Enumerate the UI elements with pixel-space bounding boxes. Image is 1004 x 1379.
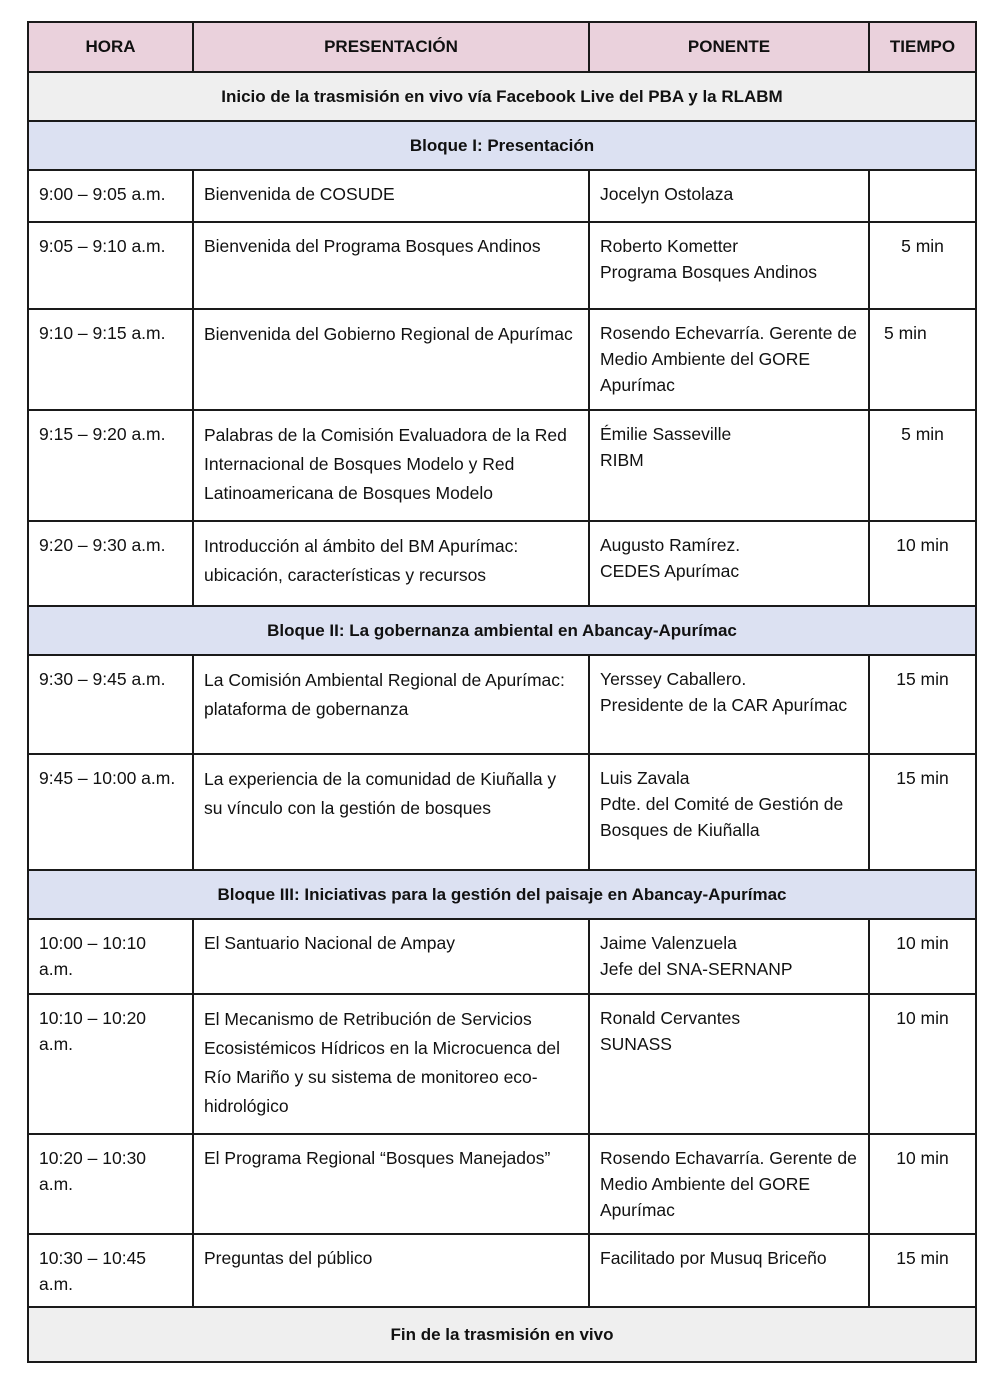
header-row xyxy=(28,22,976,72)
hora-cell: 9:15 – 9:20 a.m. xyxy=(28,410,193,521)
ponente-line: Facilitado por Musuq Briceño xyxy=(600,1248,827,1268)
tiempo-cell: 15 min xyxy=(869,655,976,754)
tiempo-cell: 10 min xyxy=(869,1134,976,1234)
ponente-line: Augusto Ramírez. xyxy=(600,535,741,555)
ponente-line: Ronald Cervantes xyxy=(600,1008,741,1028)
presentacion-cell: Bienvenida del Programa Bosques Andinos xyxy=(193,222,589,309)
ponente-line: Yerssey Caballero. xyxy=(600,669,747,689)
tiempo-cell: 10 min xyxy=(869,919,976,994)
tiempo-cell: 10 min xyxy=(869,994,976,1134)
table-row xyxy=(28,222,976,309)
tiempo-cell: 5 min xyxy=(869,309,976,410)
ponente-line: Presidente de la CAR Apurímac xyxy=(600,695,848,715)
tiempo-cell: 15 min xyxy=(869,1234,976,1307)
table-row xyxy=(28,919,976,994)
ponente-cell xyxy=(589,1134,869,1234)
hora-cell: 9:00 – 9:05 a.m. xyxy=(28,170,193,222)
hora-cell: 9:30 – 9:45 a.m. xyxy=(28,655,193,754)
ponente-line: Luis Zavala xyxy=(600,768,690,788)
ponente-line: Rosendo Echevarría. Gerente de Medio Ambiente del GORE Apurímac xyxy=(600,323,857,395)
presentacion-cell: La experiencia de la comunidad de Kiuñalla y su vínculo con la gestión de bosques xyxy=(193,754,589,870)
ponente-line: Pdte. del Comité de Gestión de Bosques de Kiuñalla xyxy=(600,794,844,840)
bloque-3-heading: Bloque III: Iniciativas para la gestión del paisaje en Abancay-Apurímac xyxy=(28,870,976,919)
table-row xyxy=(28,655,976,754)
bloque-1-heading: Bloque I: Presentación xyxy=(28,121,976,170)
hora-cell: 10:10 – 10:20 a.m. xyxy=(28,994,193,1134)
tiempo-cell: 15 min xyxy=(869,754,976,870)
ponente-line: RIBM xyxy=(600,450,644,470)
table-row xyxy=(28,170,976,222)
hora-cell: 10:20 – 10:30 a.m. xyxy=(28,1134,193,1234)
section-row xyxy=(28,606,976,655)
ponente-line: Jefe del SNA-SERNANP xyxy=(600,959,793,979)
hora-cell: 10:30 – 10:45 a.m. xyxy=(28,1234,193,1307)
header-tiempo: TIEMPO xyxy=(869,22,976,72)
inicio-banner: Inicio de la trasmisión en vivo vía Facebook Live del PBA y la RLABM xyxy=(28,72,976,121)
header-presentacion: PRESENTACIÓN xyxy=(193,22,589,72)
ponente-line: Programa Bosques Andinos xyxy=(600,262,817,282)
table-row xyxy=(28,994,976,1134)
ponente-line: Rosendo Echavarría. Gerente de Medio Ambiente del GORE Apurímac xyxy=(600,1148,857,1220)
ponente-cell xyxy=(589,754,869,870)
header-hora: HORA xyxy=(28,22,193,72)
banner-row xyxy=(28,72,976,121)
ponente-line: Jocelyn Ostolaza xyxy=(600,184,734,204)
presentacion-cell: Introducción al ámbito del BM Apurímac: ubicación, características y recursos xyxy=(193,521,589,606)
presentacion-cell: Preguntas del público xyxy=(193,1234,589,1307)
section-row xyxy=(28,121,976,170)
ponente-cell xyxy=(589,994,869,1134)
tiempo-cell: 5 min xyxy=(869,410,976,521)
ponente-cell xyxy=(589,222,869,309)
tiempo-cell: 5 min xyxy=(869,222,976,309)
presentacion-cell: La Comisión Ambiental Regional de Apurímac: plataforma de gobernanza xyxy=(193,655,589,754)
presentacion-cell: El Mecanismo de Retribución de Servicios Ecosistémicos Hídricos en la Microcuenca del Río Mariño y su sistema de monitoreo eco-hidrológico xyxy=(193,994,589,1134)
hora-cell: 9:20 – 9:30 a.m. xyxy=(28,521,193,606)
ponente-line: SUNASS xyxy=(600,1034,672,1054)
ponente-line: CEDES Apurímac xyxy=(600,561,740,581)
table-row xyxy=(28,309,976,410)
hora-cell: 9:45 – 10:00 a.m. xyxy=(28,754,193,870)
table-row xyxy=(28,521,976,606)
ponente-cell xyxy=(589,410,869,521)
ponente-line: Roberto Kometter xyxy=(600,236,739,256)
presentacion-cell: El Programa Regional “Bosques Manejados” xyxy=(193,1134,589,1234)
agenda-table xyxy=(27,21,977,1363)
tiempo-cell xyxy=(869,170,976,222)
table-row xyxy=(28,1134,976,1234)
ponente-cell xyxy=(589,1234,869,1307)
tiempo-cell: 10 min xyxy=(869,521,976,606)
presentacion-cell: Palabras de la Comisión Evaluadora de la Red Internacional de Bosques Modelo y Red Latinoamericana de Bosques Modelo xyxy=(193,410,589,521)
table-row xyxy=(28,1234,976,1307)
table-row xyxy=(28,754,976,870)
ponente-line: Émilie Sasseville xyxy=(600,424,732,444)
table-row xyxy=(28,410,976,521)
presentacion-cell: El Santuario Nacional de Ampay xyxy=(193,919,589,994)
ponente-cell xyxy=(589,521,869,606)
hora-cell: 9:10 – 9:15 a.m. xyxy=(28,309,193,410)
header-ponente: PONENTE xyxy=(589,22,869,72)
hora-cell: 9:05 – 9:10 a.m. xyxy=(28,222,193,309)
banner-row xyxy=(28,1307,976,1362)
presentacion-cell: Bienvenida del Gobierno Regional de Apurímac xyxy=(193,309,589,410)
ponente-cell xyxy=(589,170,869,222)
presentacion-cell: Bienvenida de COSUDE xyxy=(193,170,589,222)
section-row xyxy=(28,870,976,919)
fin-banner: Fin de la trasmisión en vivo xyxy=(28,1307,976,1362)
ponente-cell xyxy=(589,655,869,754)
hora-cell: 10:00 – 10:10 a.m. xyxy=(28,919,193,994)
bloque-2-heading: Bloque II: La gobernanza ambiental en Abancay-Apurímac xyxy=(28,606,976,655)
ponente-cell xyxy=(589,919,869,994)
ponente-cell xyxy=(589,309,869,410)
ponente-line: Jaime Valenzuela xyxy=(600,933,737,953)
